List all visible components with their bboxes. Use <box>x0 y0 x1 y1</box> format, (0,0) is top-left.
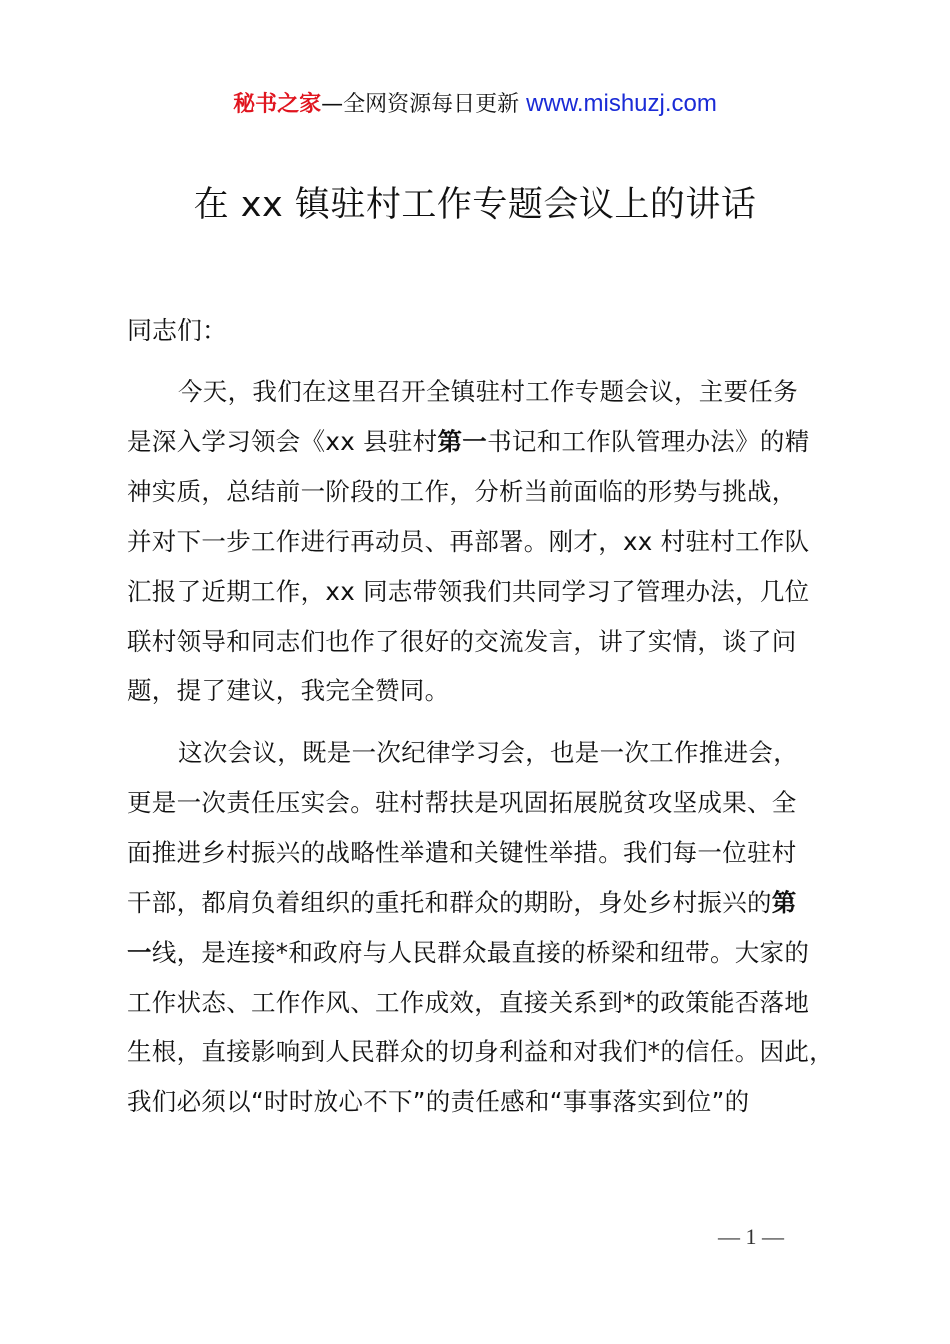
bold-text: 第一 <box>437 426 488 456</box>
document-title: 在 xx 镇驻村工作专题会议上的讲话 <box>193 185 757 225</box>
paragraph-1-line <box>127 425 810 459</box>
text-segment: 工作状态、工作作风、工作成效，直接关系到*的政策能否落地 <box>127 987 810 1017</box>
paragraph-1-line <box>127 625 797 659</box>
paragraph-1-line <box>178 375 798 409</box>
paragraph-2-line <box>127 986 809 1020</box>
text-segment: 更是一次责任压实会。驻村帮扶是巩固拓展脱贫攻坚成果、全 <box>127 787 797 817</box>
bold-text: 第 <box>771 887 797 917</box>
bold-text: 一 <box>127 937 152 967</box>
salutation: 同志们： <box>127 316 228 345</box>
paragraph-2-line <box>127 1085 749 1119</box>
text-segment: 是深入学习领会《xx 县驻村 <box>127 426 438 456</box>
paragraph-2-line <box>127 1035 834 1069</box>
paragraph-1-line <box>127 674 449 708</box>
page-number: — 1 — <box>718 1224 784 1249</box>
paragraph-2-line <box>127 886 797 920</box>
text-segment: 神实质，总结前一阶段的工作，分析当前面临的形势与挑战， <box>127 476 797 506</box>
paragraph-2-line <box>127 836 797 870</box>
text-segment: 线，是连接*和政府与人民群众最直接的桥梁和纽带。大家的 <box>151 937 810 967</box>
paragraph-1-line <box>127 575 809 609</box>
header-tagline: —全网资源每日更新 <box>321 92 527 117</box>
text-segment: 生根，直接影响到人民群众的切身利益和对我们*的信任。因此， <box>127 1037 834 1067</box>
site-header <box>0 88 950 121</box>
paragraph-1-line <box>127 475 797 509</box>
text-segment: 题，提了建议，我完全赞同。 <box>127 676 450 706</box>
site-url-link[interactable]: www.mishuzj.com <box>526 90 717 117</box>
paragraph-2-line <box>127 786 797 820</box>
text-segment: 并对下一步工作进行再动员、再部署。刚才，xx 村驻村工作队 <box>127 526 810 556</box>
text-segment: 汇报了近期工作，xx 同志带领我们共同学习了管理办法，几位 <box>127 576 810 606</box>
paragraph-1-line <box>127 525 809 559</box>
text-segment: 联村领导和同志们也作了很好的交流发言，讲了实情，谈了问 <box>127 626 797 656</box>
paragraph-2-line <box>127 936 809 970</box>
text-segment: 书记和工作队管理办法》的精 <box>487 426 810 456</box>
text-segment: 干部，都肩负着组织的重托和群众的期盼，身处乡村振兴的 <box>127 887 772 917</box>
text-segment: 今天，我们在这里召开全镇驻村工作专题会议，主要任务 <box>178 377 798 406</box>
text-segment: 这次会议，既是一次纪律学习会，也是一次工作推进会， <box>178 738 798 767</box>
paragraph-2-line <box>178 736 798 770</box>
text-segment: 面推进乡村振兴的战略性举遣和关键性举措。我们每一位驻村 <box>127 837 797 867</box>
brand-name: 秘书之家 <box>233 92 322 117</box>
text-segment: 我们必须以“时时放心不下”的责任感和“事事落实到位”的 <box>127 1087 750 1117</box>
